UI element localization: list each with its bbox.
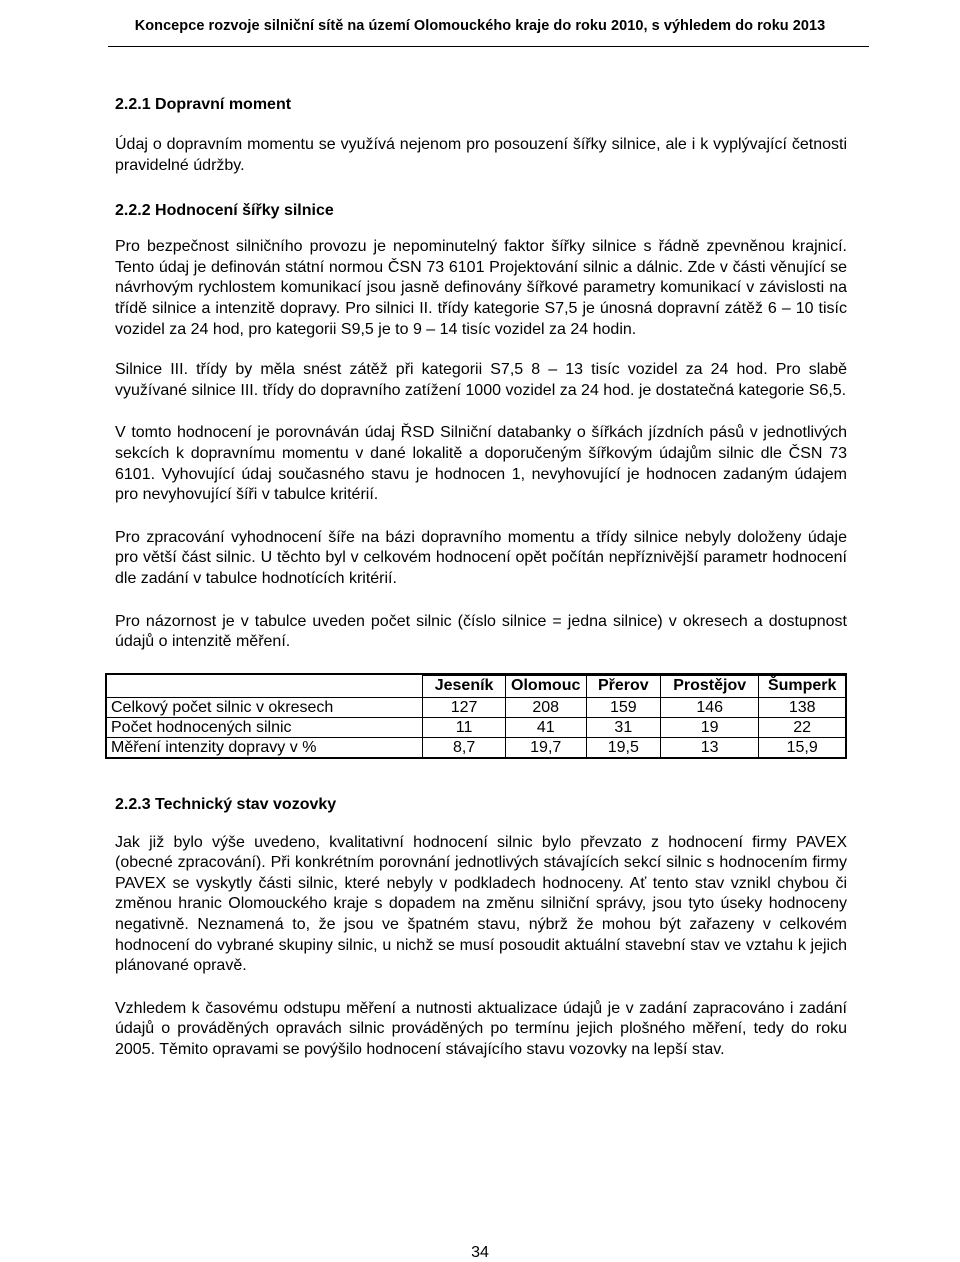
paragraph: Jak již bylo výše uvedeno, kvalitativní hodnocení silnic bylo převzato z hodnocení firmy PAVEX (obecné zpracování). Při konkrétním porovnání jednotlivých stávajících sekcí silnic s hodnocením firmy PAVEX se vyskytly části silnic, které nebyly v podkladech hodnoceny. Ať tento stav vznikl chybou či změnou hranic Olomouckého kraje s dopadem na změnu silniční správy, jsou tyto úseky hodnoceny negativně. Neznamená to, že jsou ve špatném stavu, nýbrž že mohou být zařazeny v celkovém hodnocení do vybrané skupiny silnic, u nichž se musí posoudit aktuální stavební stav ve vztahu k jejich plánované opravě. [115,833,847,975]
district-roads-table [105,673,847,759]
row-label: Celkový počet silnic v okresech [107,697,423,717]
row-label: Měření intenzity dopravy v % [107,737,423,757]
table-cell: 208 [505,697,586,717]
header-rule [108,46,869,47]
column-header: Přerov [586,675,660,697]
paragraph: V tomto hodnocení je porovnáván údaj ŘSD Silniční databanky o šířkách jízdních pásů v jednotlivých sekcích k dopravnímu momentu v dané lokalitě a doporučeným šířkovým údajům silnic dle ČSN 73 6101. Vyhovující údaj současného stavu je hodnocen 1, nevyhovující je hodnocen zadaným údajem pro nevyhovující šíři v tabulce kritérií. [115,424,847,504]
table-cell: 13 [661,737,759,757]
table-corner-cell [107,675,423,697]
table-header-row [107,675,845,697]
column-header: Prostějov [661,675,759,697]
section-heading-2-2-2: 2.2.2 Hodnocení šířky silnice [115,202,334,220]
table-cell: 22 [759,717,845,737]
document-body [111,94,847,1061]
running-header: Koncepce rozvoje silniční sítě na území Olomouckého kraje do roku 2010, s výhledem do roku 2013 [134,18,826,34]
table-row [107,737,845,757]
paragraph: Silnice III. třídy by měla snést zátěž při kategorii S7,5 8 – 13 tisíc vozidel za 24 hod. Pro slabě využívané silnice III. třídy do dopravního zatížení 1000 vozidel za 24 hod. je dostatečná kategorie S6,5. [115,361,847,399]
table-cell: 15,9 [759,737,845,757]
table-cell: 11 [423,717,505,737]
paragraph: Pro bezpečnost silničního provozu je nepominutelný faktor šířky silnice s řádně zpevněnou krajnicí. Tento údaj je definován státní normou ČSN 73 6101 Projektování silnic a dálnic. Zde v části věnující se návrhovým rychlostem komunikací jsou jasně definovány šířkové parametry komunikací v závislosti na třídě silnice a intenzitě dopravy. Pro silnici II. třídy kategorie S7,5 je únosná dopravní zátěž 6 – 10 tisíc vozidel za 24 hod, pro kategorii S9,5 je to 9 – 14 tisíc vozidel za 24 hodin. [115,238,847,338]
section-heading-2-2-3: 2.2.3 Technický stav vozovky [115,795,337,813]
table-cell: 138 [759,697,845,717]
table-row [107,717,845,737]
table-cell: 19,5 [586,737,660,757]
paragraph: Údaj o dopravním momentu se využívá nejenom pro posouzení šířky silnice, ale i k vyplývající četnosti pravidelné údržby. [115,136,847,174]
table-cell: 146 [661,697,759,717]
table-cell: 127 [423,697,505,717]
paragraph: Pro zpracování vyhodnocení šíře na bázi dopravního momentu a třídy silnice nebyly doloženy údaje pro větší část silnic. U těchto byl v celkovém hodnocení opět počítán nepříznivější parametr hodnocení dle zadání v tabulce hodnotících kritérií. [115,528,847,587]
table-cell: 41 [505,717,586,737]
paragraph: Vzhledem k časovému odstupu měření a nutnosti aktualizace údajů je v zadání zapracováno i zadání údajů o prováděných opravách silnic prováděných po termínu jejich plošného měření, tedy do roku 2005. Těmito opravami se povýšilo hodnocení stávajícího stavu vozovky na lepší stav. [115,999,847,1059]
section-heading-2-2-1: 2.2.1 Dopravní moment [115,96,292,113]
column-header: Šumperk [759,675,845,697]
table-cell: 8,7 [423,737,505,757]
row-label: Počet hodnocených silnic [107,717,423,737]
column-header: Olomouc [505,675,586,697]
table-cell: 19 [661,717,759,737]
column-header: Jeseník [423,675,505,697]
table-cell: 19,7 [505,737,586,757]
paragraph: Pro názornost je v tabulce uveden počet silnic (číslo silnice = jedna silnice) v okresech a dostupnost údajů o intenzitě měření. [115,612,847,651]
page-number: 34 [471,1244,489,1261]
table-cell: 31 [586,717,660,737]
table-row [107,697,845,717]
table-cell: 159 [586,697,660,717]
